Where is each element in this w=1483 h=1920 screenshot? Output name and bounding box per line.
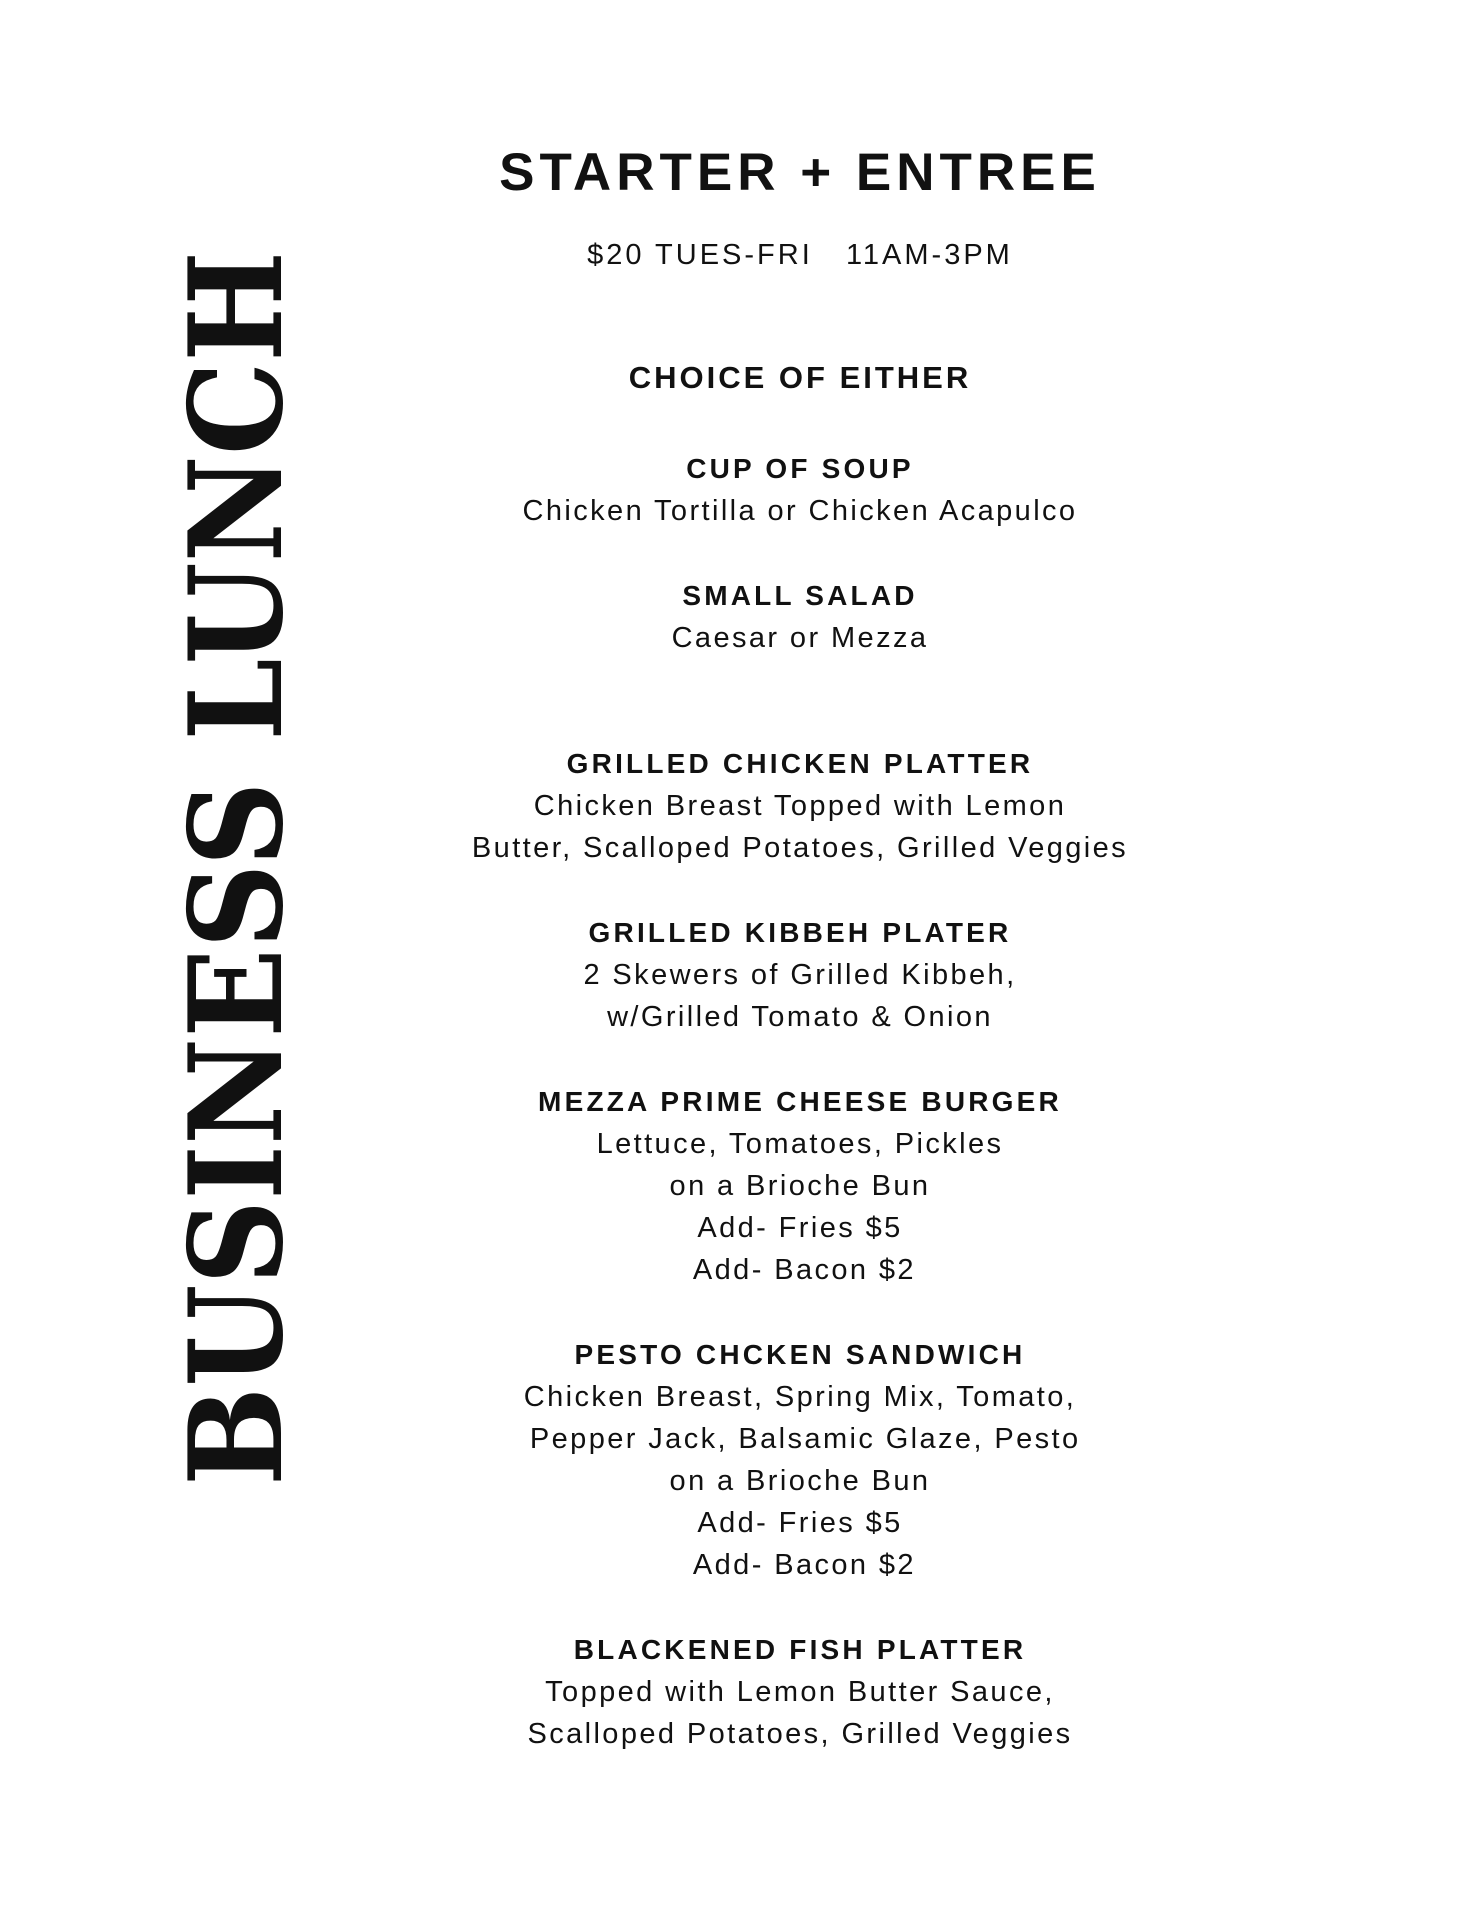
side-title-graphic [162, 138, 312, 1490]
item-description-line: Chicken Tortilla or Chicken Acapulco [522, 495, 1078, 527]
starter-item-soup [420, 448, 1180, 532]
side-title-text: BUSINESS LUNCH [162, 138, 312, 1486]
item-description-line: 2 Skewers of Grilled Kibbeh, [583, 959, 1017, 991]
item-add-on-line: Add- Bacon $2 [684, 1549, 916, 1581]
item-name: SMALL SALAD [682, 580, 918, 611]
item-description-line: Lettuce, Tomatoes, Pickles [596, 1128, 1004, 1160]
entree-item-pesto-sandwich [420, 1334, 1180, 1586]
menu-content [420, 0, 1180, 1920]
item-name: MEZZA PRIME CHEESE BURGER [538, 1086, 1062, 1117]
starter-item-salad [420, 575, 1180, 659]
item-description-line: Pepper Jack, Balsamic Glaze, Pesto [519, 1423, 1081, 1455]
side-title [162, 138, 312, 1490]
entree-item-cheese-burger [420, 1081, 1180, 1291]
item-name: CUP OF SOUP [686, 453, 914, 484]
item-description-line: on a Brioche Bun [669, 1465, 931, 1497]
item-description-line: Chicken Breast, Spring Mix, Tomato, [523, 1381, 1077, 1413]
entree-item-blackened-fish [420, 1629, 1180, 1755]
item-name: BLACKENED FISH PLATTER [573, 1634, 1027, 1665]
menu-title: STARTER + ENTREE [499, 143, 1101, 202]
item-name: GRILLED CHICKEN PLATTER [566, 748, 1034, 779]
item-description-line: on a Brioche Bun [669, 1170, 931, 1202]
entree-item-kibbeh [420, 912, 1180, 1038]
item-add-on-line: Add- Fries $5 [697, 1507, 903, 1539]
item-description-line: Topped with Lemon Butter Sauce, [545, 1676, 1055, 1708]
item-description-line: Chicken Breast Topped with Lemon [533, 790, 1067, 822]
item-description-line: Butter, Scalloped Potatoes, Grilled Veggies [471, 832, 1129, 864]
item-description-line: w/Grilled Tomato & Onion [607, 1001, 993, 1033]
item-name: GRILLED KIBBEH PLATER [588, 917, 1012, 948]
item-description-line: Scalloped Potatoes, Grilled Veggies [527, 1718, 1073, 1750]
starter-choice-heading: CHOICE OF EITHER [628, 360, 972, 395]
item-name: PESTO CHCKEN SANDWICH [574, 1339, 1026, 1370]
entree-item-grilled-chicken [420, 743, 1180, 869]
item-description-line: Caesar or Mezza [671, 622, 929, 654]
item-add-on-line: Add- Fries $5 [697, 1212, 903, 1244]
price-and-hours: $20 TUES-FRI 11AM-3PM [587, 239, 1013, 271]
item-add-on-line: Add- Bacon $2 [684, 1254, 916, 1286]
